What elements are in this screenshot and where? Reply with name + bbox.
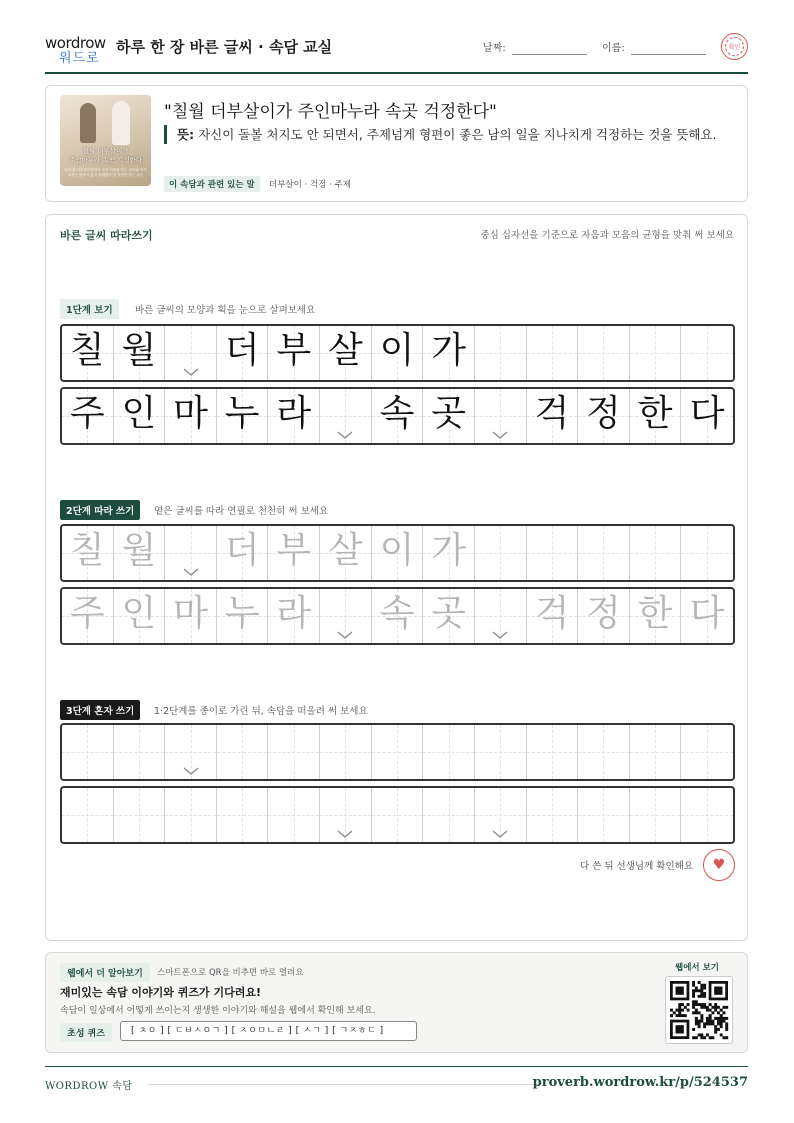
step3-desc: 1·2단계를 종이로 가린 뒤, 속담을 떠올려 써 보세요 (154, 706, 368, 717)
grid-cell (630, 389, 682, 443)
grid-cell[interactable] (630, 589, 682, 643)
grid-character: 주 (69, 593, 105, 634)
grid-cell (578, 389, 630, 443)
grid-cell[interactable] (165, 589, 217, 643)
step3-tag: 3단계 혼자 쓰기 (60, 700, 140, 720)
grid-character: 살 (327, 530, 363, 571)
grid-cell[interactable] (217, 589, 269, 643)
grid-cell (268, 389, 320, 443)
space-mark-icon (491, 630, 509, 640)
grid-cell[interactable] (165, 788, 217, 842)
step2-desc: 옅은 글씨를 따라 연필로 천천히 써 보세요 (154, 506, 329, 517)
grid-cell[interactable] (527, 589, 579, 643)
grid-character: 칠 (69, 330, 105, 371)
grid-cell[interactable] (268, 725, 320, 779)
grid-cell (217, 389, 269, 443)
space-mark-icon (182, 766, 200, 776)
grid-character: 정 (586, 393, 621, 434)
grid-cell[interactable] (372, 526, 424, 580)
grid-character: 마 (173, 393, 208, 434)
grid-cell[interactable] (423, 725, 475, 779)
grid-cell[interactable] (681, 788, 733, 842)
wordrow-logo[interactable] (45, 32, 107, 66)
related-words: 더부살이 · 걱정 · 주제 (269, 180, 351, 190)
grid-cell (62, 389, 114, 443)
name-label: 이름: (602, 43, 625, 54)
grid-cell (423, 389, 475, 443)
grid-cell[interactable] (423, 788, 475, 842)
stamp-text: 확인 (725, 37, 744, 56)
logo-wordmark: wordrow (45, 34, 106, 52)
grid-cell[interactable] (578, 589, 630, 643)
footer-url[interactable]: proverb.wordrow.kr/p/524537 (532, 1075, 748, 1090)
related-words-tag: 이 속담과 관련 있는 말 (164, 176, 260, 192)
grid-character: 누 (224, 393, 260, 434)
grid-character: 한 (637, 393, 673, 434)
web-headline: 재미있는 속담 이야기와 퀴즈가 기다려요! (60, 986, 261, 999)
grid-character: 더 (224, 330, 260, 371)
date-label: 날짜: (483, 43, 506, 54)
web-promo (45, 952, 748, 1053)
grid-character: 누 (224, 593, 260, 634)
grid-cell[interactable] (475, 589, 527, 643)
web-more-tag: 웹에서 더 알아보기 (60, 963, 150, 982)
page-footer (45, 1066, 748, 1096)
step2-tag: 2단계 따라 쓰기 (60, 500, 140, 520)
proverb-illustration (60, 95, 151, 186)
teacher-stamp-icon (703, 849, 735, 881)
footer-brand: WORDROW 속담 (45, 1081, 133, 1092)
grid-cell[interactable] (372, 788, 424, 842)
step1-line2 (60, 387, 735, 445)
grid-cell (62, 326, 114, 380)
space-mark-icon (336, 630, 354, 640)
handwriting-practice (45, 214, 748, 941)
step1-tag: 1단계 보기 (60, 299, 119, 319)
grid-cell[interactable] (475, 526, 527, 580)
grid-cell (578, 326, 630, 380)
grid-cell (527, 389, 579, 443)
web-description: 속담이 일상에서 어떻게 쓰이는지 생생한 이야기와 해설을 웹에서 확인해 보세요. (60, 1006, 376, 1016)
grid-cell[interactable] (320, 725, 372, 779)
meaning-text: 자신이 돌볼 처지도 안 되면서, 주제넘게 형편이 좋은 남의 일을 지나치게 걱정하는 것을 뜻해요. (198, 127, 717, 142)
step2-line2[interactable] (60, 587, 735, 645)
grid-cell (630, 326, 682, 380)
logo-korean: 워드로 (59, 51, 100, 66)
practice-note: 중심 십자선을 기준으로 자음과 모음의 균형을 맞춰 써 보세요 (480, 230, 734, 241)
illustration-small-text: 남의 집 더부살이하면서 주인 걱정을 하는 것처럼 자기 처지는 돌보지 않고 쓸데없이 남 걱정만 하는 모습 (64, 168, 147, 177)
grid-character: 이 (379, 330, 415, 371)
proverb-card (45, 85, 748, 202)
grid-cell[interactable] (423, 526, 475, 580)
grid-cell[interactable] (630, 725, 682, 779)
grid-cell (475, 389, 527, 443)
grid-cell[interactable] (578, 788, 630, 842)
worksheet-header (45, 30, 748, 74)
initial-quiz-box: [ ㅊㅇ ] [ ㄷㅂㅅㅇㄱ ] [ ㅈㅇㅁㄴㄹ ] [ ㅅㄱ ] [ ㄱㅈㅎㄷ ] (120, 1021, 417, 1041)
grid-cell[interactable] (630, 788, 682, 842)
grid-character: 더 (224, 530, 260, 571)
step2-line1[interactable] (60, 524, 735, 582)
grid-character: 라 (276, 393, 312, 434)
grid-cell[interactable] (114, 725, 166, 779)
grid-cell[interactable] (268, 526, 320, 580)
grid-cell[interactable] (217, 526, 269, 580)
space-mark-icon (182, 567, 200, 577)
grid-cell (217, 326, 269, 380)
grid-character: 다 (689, 393, 725, 434)
grid-cell (320, 389, 372, 443)
step3-line2[interactable] (60, 786, 735, 844)
grid-character: 곳 (431, 393, 466, 434)
practice-title: 바른 글씨 따라쓰기 (60, 229, 153, 242)
space-mark-icon (491, 430, 509, 440)
initial-quiz-tag: 초성 퀴즈 (60, 1023, 112, 1042)
grid-character: 월 (121, 530, 157, 571)
grid-cell[interactable] (165, 725, 217, 779)
grid-cell[interactable] (578, 526, 630, 580)
grid-cell[interactable] (268, 788, 320, 842)
grid-character: 다 (689, 593, 725, 634)
grid-character: 걱 (534, 393, 570, 434)
grid-cell (372, 389, 424, 443)
name-field[interactable] (631, 54, 706, 55)
date-field[interactable] (512, 54, 587, 55)
grid-character: 곳 (431, 593, 466, 634)
space-mark-icon (336, 430, 354, 440)
grid-cell[interactable] (475, 788, 527, 842)
grid-cell[interactable] (372, 725, 424, 779)
grid-cell[interactable] (320, 589, 372, 643)
footer-divider (148, 1084, 536, 1085)
grid-cell (268, 326, 320, 380)
grid-cell (114, 389, 166, 443)
check-stamp-icon (721, 33, 748, 60)
grid-cell (320, 326, 372, 380)
grid-cell[interactable] (217, 725, 269, 779)
grid-cell (165, 326, 217, 380)
grid-cell[interactable] (320, 788, 372, 842)
grid-character: 부 (276, 530, 312, 571)
grid-cell[interactable] (681, 725, 733, 779)
grid-cell[interactable] (114, 589, 166, 643)
grid-character: 속 (379, 393, 415, 434)
meaning-label: 뜻: (177, 127, 195, 142)
grid-cell[interactable] (527, 788, 579, 842)
grid-cell[interactable] (372, 589, 424, 643)
grid-character: 인 (121, 593, 157, 634)
grid-character: 라 (276, 593, 312, 634)
grid-character: 마 (173, 593, 208, 634)
grid-character: 정 (586, 593, 621, 634)
grid-cell (681, 389, 733, 443)
grid-cell[interactable] (62, 526, 114, 580)
grid-cell[interactable] (165, 526, 217, 580)
space-mark-icon (182, 367, 200, 377)
proverb-meaning (164, 125, 724, 144)
grid-character: 한 (637, 593, 673, 634)
grid-cell (372, 326, 424, 380)
grid-character: 이 (379, 530, 415, 571)
grid-cell (423, 326, 475, 380)
heart-icon: ♥ (712, 857, 726, 873)
figure-woman-icon (112, 101, 130, 145)
grid-character: 가 (431, 530, 466, 571)
grid-cell (165, 389, 217, 443)
grid-cell[interactable] (681, 526, 733, 580)
grid-cell[interactable] (527, 526, 579, 580)
grid-cell (681, 326, 733, 380)
grid-cell[interactable] (630, 526, 682, 580)
grid-character: 칠 (69, 530, 105, 571)
grid-character: 주 (69, 393, 105, 434)
grid-cell[interactable] (320, 526, 372, 580)
grid-cell[interactable] (114, 526, 166, 580)
grid-character: 속 (379, 593, 415, 634)
grid-cell (475, 326, 527, 380)
step1-desc: 바른 글씨의 모양과 획을 눈으로 살펴보세요 (135, 305, 316, 316)
grid-cell[interactable] (62, 725, 114, 779)
proverb-title: "칠월 더부살이가 주인마누라 속곳 걱정한다" (164, 102, 497, 122)
step3-line1[interactable] (60, 723, 735, 781)
space-mark-icon (491, 829, 509, 839)
figure-man-icon (80, 103, 96, 143)
qr-hint: 스마트폰으로 QR을 비추면 바로 열려요 (157, 968, 304, 978)
space-mark-icon (336, 829, 354, 839)
worksheet-title: 하루 한 장 바른 글씨 · 속담 교실 (116, 38, 333, 56)
grid-cell[interactable] (423, 589, 475, 643)
grid-character: 걱 (534, 593, 570, 634)
teacher-check-note: 다 쓴 뒤 선생님께 확인해요 (579, 861, 693, 872)
grid-cell[interactable] (681, 589, 733, 643)
grid-character: 월 (121, 330, 157, 371)
grid-cell[interactable] (62, 788, 114, 842)
grid-cell[interactable] (62, 589, 114, 643)
grid-cell[interactable] (527, 725, 579, 779)
grid-cell[interactable] (268, 589, 320, 643)
grid-cell[interactable] (578, 725, 630, 779)
step1-line1 (60, 324, 735, 382)
grid-character: 가 (431, 330, 466, 371)
qr-code-icon[interactable] (665, 976, 733, 1044)
grid-cell[interactable] (217, 788, 269, 842)
grid-cell (527, 326, 579, 380)
grid-character: 인 (121, 393, 157, 434)
illustration-caption: 칠월 더부살이가 주인마누라 속곳 걱정한다 (68, 147, 143, 164)
grid-character: 살 (327, 330, 363, 371)
grid-cell[interactable] (475, 725, 527, 779)
qr-label: 웹에서 보기 (674, 963, 719, 973)
grid-cell (114, 326, 166, 380)
grid-character: 부 (276, 330, 312, 371)
grid-cell[interactable] (114, 788, 166, 842)
